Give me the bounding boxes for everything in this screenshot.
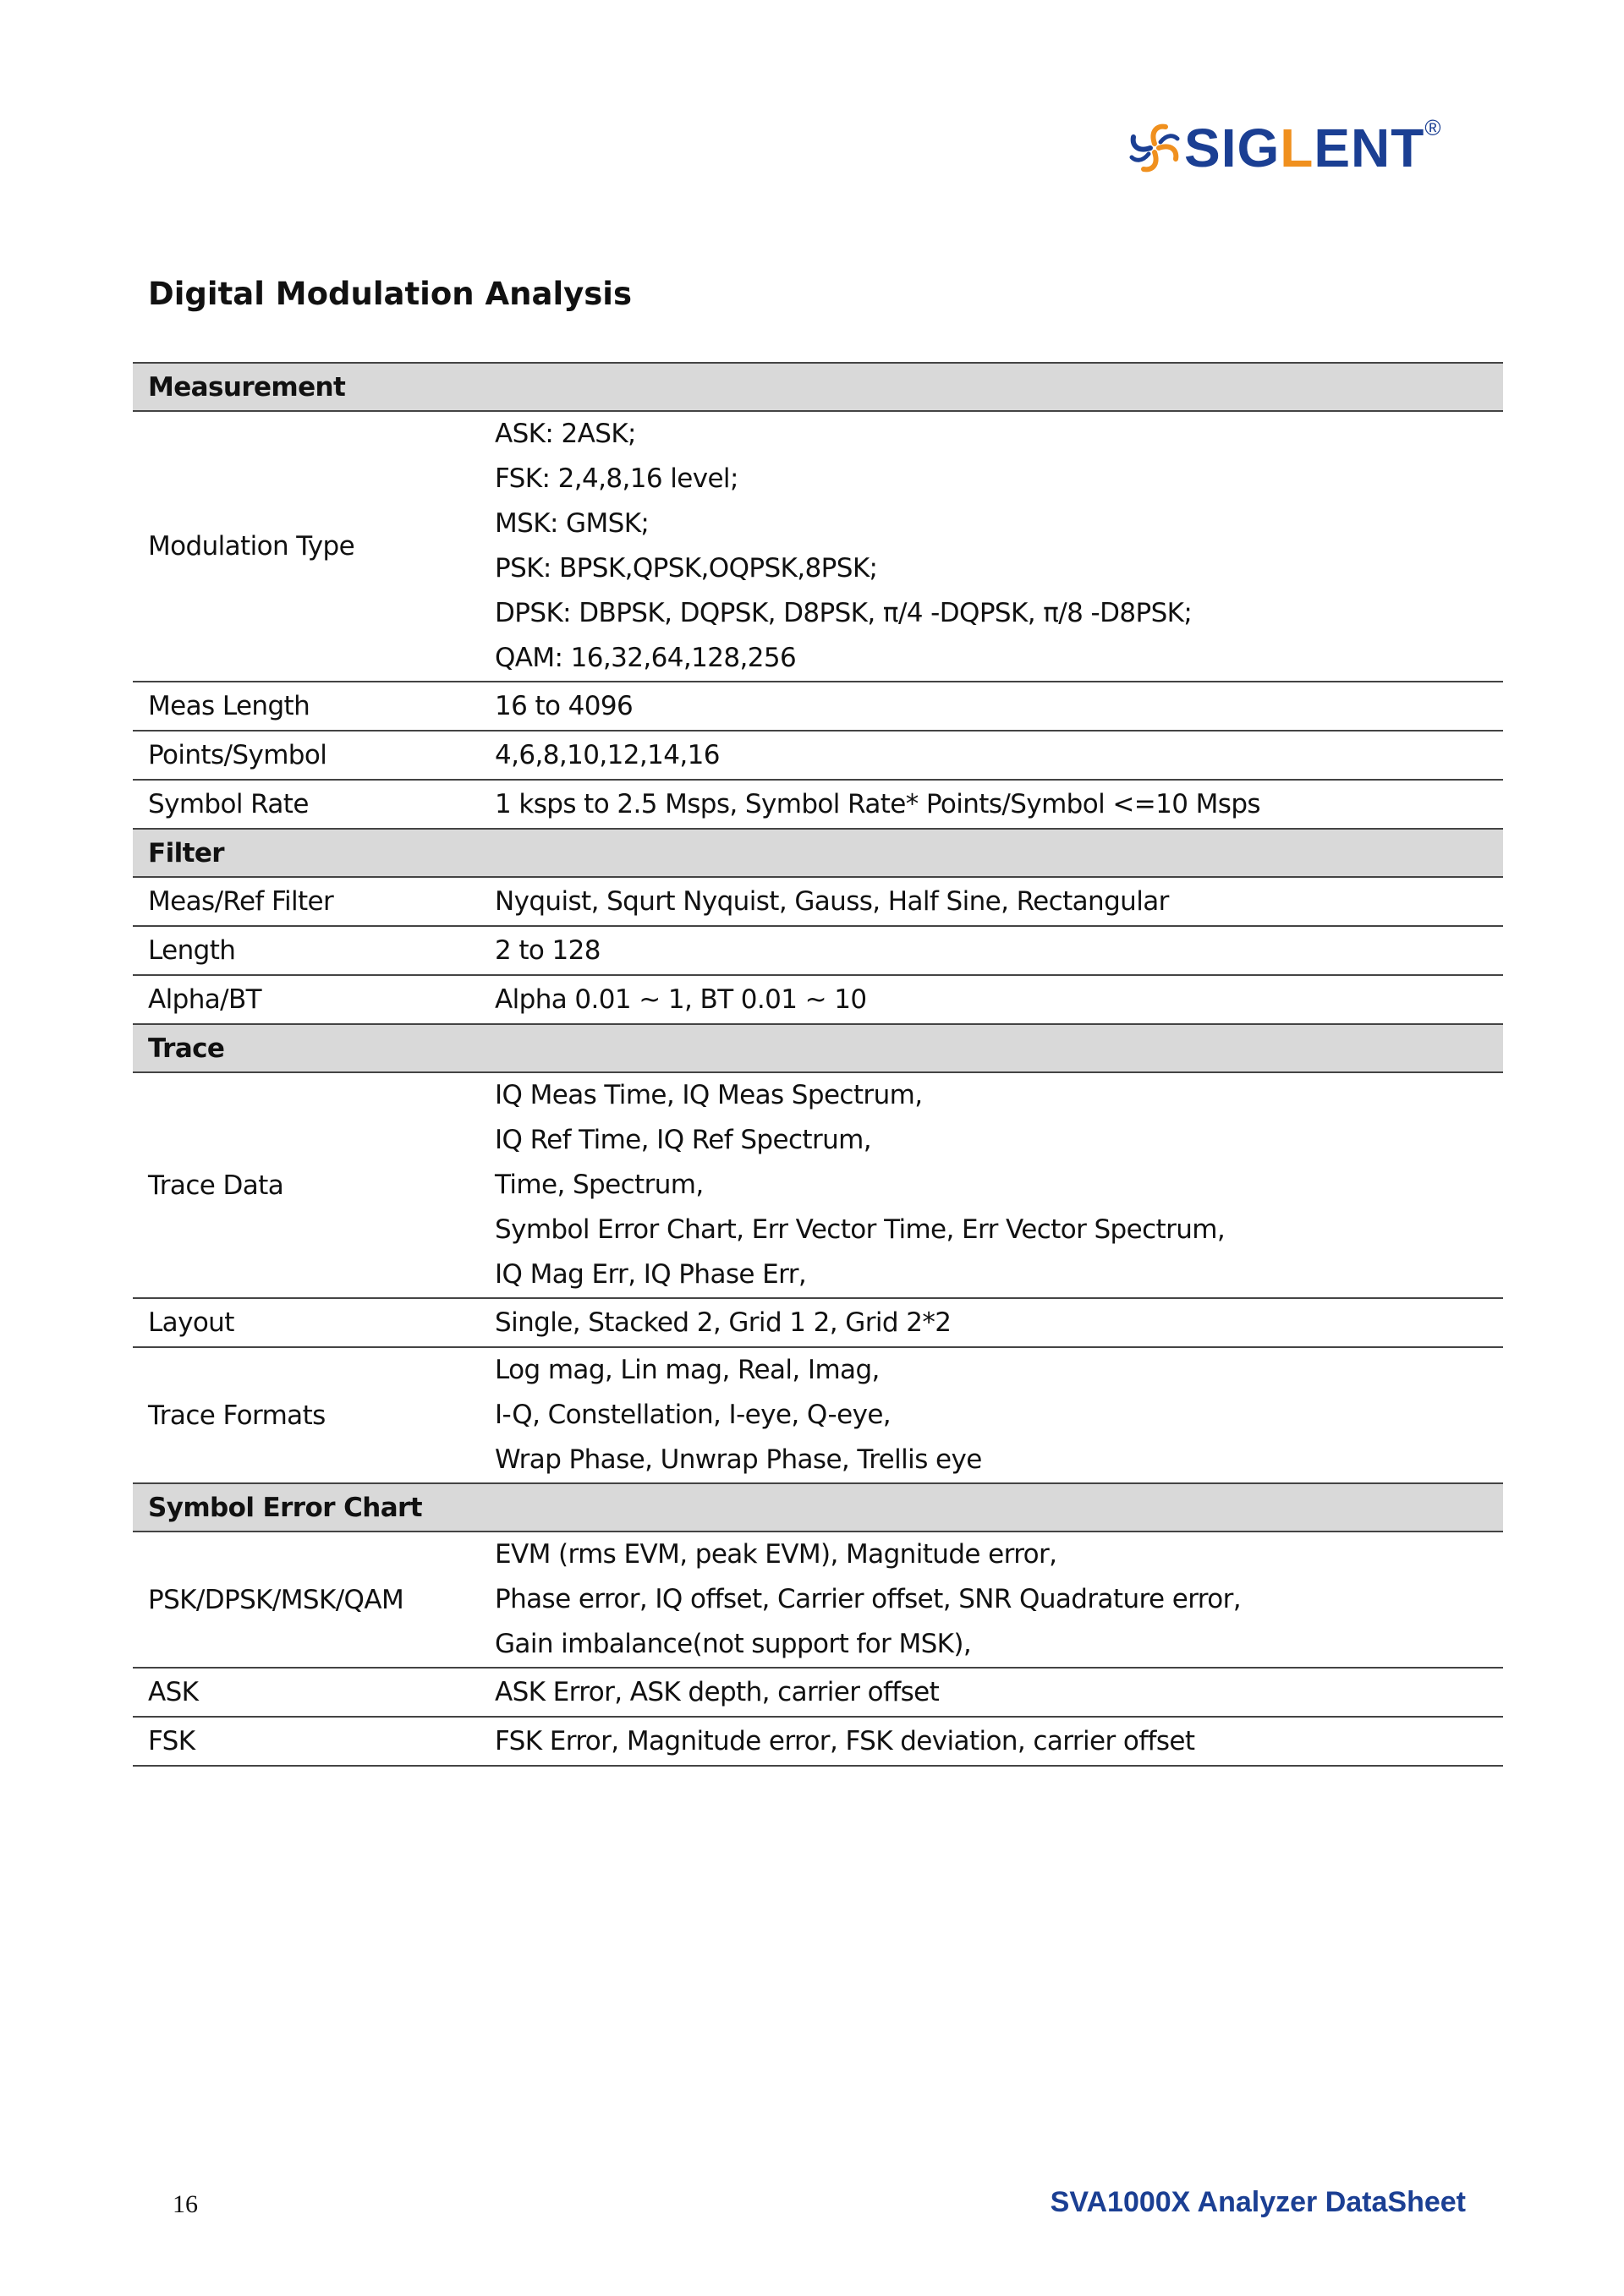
siglent-logo	[1125, 115, 1441, 178]
table-row	[133, 975, 1503, 1024]
spec-label: Trace Formats	[133, 1347, 478, 1483]
spec-label: Points/Symbol	[133, 731, 478, 780]
spec-value	[478, 1668, 1503, 1717]
registered-mark: ®	[1424, 115, 1441, 140]
spec-value-line: QAM: 16,32,64,128,256	[495, 643, 797, 673]
table-row	[133, 780, 1503, 829]
spec-value-line: Phase error, IQ offset, Carrier offset, SNR Quadrature error,	[495, 1584, 1242, 1614]
logo-wordmark: SIGLENT	[1184, 118, 1425, 178]
section-header: Symbol Error Chart	[133, 1483, 1503, 1532]
spec-value-line: I-Q, Constellation, I-eye, Q-eye,	[495, 1400, 892, 1430]
spec-value-line: ASK Error, ASK depth, carrier offset	[495, 1676, 940, 1707]
page-title: Digital Modulation Analysis	[148, 276, 632, 312]
spec-value	[478, 1347, 1503, 1483]
page-number: 16	[173, 2190, 198, 2218]
spec-value-line: 4,6,8,10,12,14,16	[495, 739, 720, 770]
table-row	[133, 682, 1503, 731]
spec-value-line: ASK: 2ASK;	[495, 419, 636, 449]
table-row	[133, 1717, 1503, 1766]
spec-value-line: 1 ksps to 2.5 Msps, Symbol Rate* Points/Symbol <=10 Msps	[495, 788, 1260, 819]
spec-value-line: Symbol Error Chart, Err Vector Time, Err Vector Spectrum,	[495, 1214, 1226, 1245]
section-header: Filter	[133, 829, 1503, 877]
spec-value	[478, 1072, 1503, 1298]
spec-value	[478, 926, 1503, 975]
spec-value	[478, 780, 1503, 829]
section-header-row	[133, 1024, 1503, 1072]
section-header: Trace	[133, 1024, 1503, 1072]
spec-label: Alpha/BT	[133, 975, 478, 1024]
spec-value	[478, 1532, 1503, 1668]
spec-value-line: 16 to 4096	[495, 690, 634, 721]
spec-value-line: PSK: BPSK,QPSK,OQPSK,8PSK;	[495, 553, 878, 584]
document-title-footer: SVA1000X Analyzer DataSheet	[1050, 2186, 1466, 2218]
spec-label: Length	[133, 926, 478, 975]
spec-label: PSK/DPSK/MSK/QAM	[133, 1532, 478, 1668]
spec-label: ASK	[133, 1668, 478, 1717]
section-header: Measurement	[133, 363, 1503, 411]
spec-value-line: MSK: GMSK;	[495, 508, 650, 539]
spec-label: Symbol Rate	[133, 780, 478, 829]
spec-value-line: Wrap Phase, Unwrap Phase, Trellis eye	[495, 1444, 982, 1475]
spec-label: FSK	[133, 1717, 478, 1766]
spec-label: Meas/Ref Filter	[133, 877, 478, 926]
spec-value	[478, 411, 1503, 682]
spec-value	[478, 1298, 1503, 1347]
spec-value-line: Gain imbalance(not support for MSK),	[495, 1629, 972, 1659]
table-row	[133, 877, 1503, 926]
spec-label: Meas Length	[133, 682, 478, 731]
spec-value	[478, 877, 1503, 926]
spec-value-line: Single, Stacked 2, Grid 1 2, Grid 2*2	[495, 1307, 952, 1338]
spec-label: Modulation Type	[133, 411, 478, 682]
spec-value-line: Alpha 0.01 ~ 1, BT 0.01 ~ 10	[495, 984, 867, 1015]
table-row	[133, 1347, 1503, 1483]
table-row	[133, 411, 1503, 682]
spec-value-line: IQ Mag Err, IQ Phase Err,	[495, 1259, 807, 1290]
section-header-row	[133, 829, 1503, 877]
spec-value-line: 2 to 128	[495, 934, 601, 966]
spec-value-line: FSK Error, Magnitude error, FSK deviation, carrier offset	[495, 1725, 1195, 1756]
spec-table	[133, 362, 1503, 1767]
spec-value-line: Nyquist, Squrt Nyquist, Gauss, Half Sine, Rectangular	[495, 885, 1169, 917]
spec-label: Trace Data	[133, 1072, 478, 1298]
table-row	[133, 926, 1503, 975]
spec-value-line: Log mag, Lin mag, Real, Imag,	[495, 1355, 880, 1385]
section-header-row	[133, 1483, 1503, 1532]
spec-value-line: Time, Spectrum,	[495, 1170, 704, 1200]
section-header-row	[133, 363, 1503, 411]
spec-value-line: DPSK: DBPSK, DQPSK, D8PSK, π/4 -DQPSK, π/8 -D8PSK;	[495, 598, 1193, 628]
spec-value	[478, 682, 1503, 731]
spec-value-line: IQ Meas Time, IQ Meas Spectrum,	[495, 1080, 923, 1110]
table-row	[133, 1298, 1503, 1347]
table-row	[133, 1532, 1503, 1668]
spec-value	[478, 731, 1503, 780]
spec-value	[478, 1717, 1503, 1766]
spec-value	[478, 975, 1503, 1024]
spec-value-line: EVM (rms EVM, peak EVM), Magnitude error,	[495, 1539, 1057, 1570]
table-row	[133, 1072, 1503, 1298]
spec-value-line: IQ Ref Time, IQ Ref Spectrum,	[495, 1125, 872, 1155]
table-row	[133, 1668, 1503, 1717]
swirl-logo-icon	[1125, 118, 1184, 178]
table-row	[133, 731, 1503, 780]
spec-label: Layout	[133, 1298, 478, 1347]
spec-value-line: FSK: 2,4,8,16 level;	[495, 463, 738, 494]
